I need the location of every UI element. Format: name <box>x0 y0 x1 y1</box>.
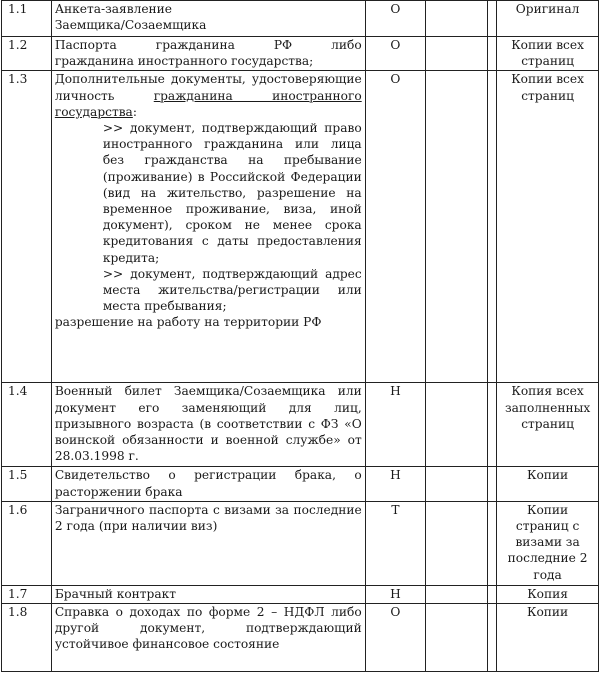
document-name: Заграничного паспорта с визами за последние 2 года (при наличии виз) <box>51 501 365 585</box>
document-name: Справка о доходах по форме 2 – НДФЛ либо другой документ, подтверждающий устойчивое финансовое состояние <box>51 604 365 672</box>
document-name: Брачный контракт <box>51 585 365 603</box>
document-name: Военный билет Заемщика/Созаемщика или документ его заменяющий для лиц, призывного возраста (в соответствии с ФЗ «О воинской обязанности и военной службе» от 28.03.1998 г. <box>51 383 365 467</box>
document-name <box>51 37 365 71</box>
requirement-mark: Н <box>365 585 425 603</box>
empty-cell <box>487 71 497 383</box>
empty-cell <box>487 1 497 37</box>
row-number: 1.4 <box>2 383 52 467</box>
row-number: 1.1 <box>2 1 52 37</box>
row-number: 1.3 <box>2 71 52 383</box>
table-row <box>2 585 599 603</box>
row-number: 1.8 <box>2 604 52 672</box>
empty-cell <box>487 467 497 501</box>
document-name-line: гражданина иностранного государства; <box>54 54 314 69</box>
document-form: Копия <box>497 585 599 603</box>
empty-cell <box>487 585 497 603</box>
empty-cell <box>426 71 488 383</box>
document-form: Оригинал <box>497 1 599 37</box>
empty-cell <box>487 383 497 467</box>
document-tail: разрешение на работу на территории РФ <box>54 315 322 330</box>
document-name-line: Паспорта гражданина РФ либо <box>54 38 362 52</box>
requirement-mark: О <box>365 71 425 383</box>
document-name <box>51 1 365 37</box>
empty-cell <box>487 604 497 672</box>
row-number: 1.2 <box>2 37 52 71</box>
row-number: 1.7 <box>2 585 52 603</box>
intro-underlined-text: гражданина иностранного государства <box>54 88 362 119</box>
empty-cell <box>426 383 488 467</box>
empty-cell <box>426 585 488 603</box>
table-row <box>2 383 599 467</box>
sub-item: >> документ, подтверждающий право иностранного гражданина или лица без гражданства на пребывание (проживание) в Российской Федерации (вид на жительство, разрешение на временное проживание, виза, иной документ), сроком не менее срока кредитования с даты предоставления кредита; <box>102 121 362 265</box>
table-row <box>2 501 599 585</box>
table-row <box>2 1 599 37</box>
document-name <box>51 71 365 383</box>
empty-cell <box>426 1 488 37</box>
table-row <box>2 71 599 383</box>
documents-table <box>1 0 599 672</box>
document-form: Копии <box>497 467 599 501</box>
empty-cell <box>487 37 497 71</box>
empty-cell <box>426 467 488 501</box>
requirement-mark: Н <box>365 467 425 501</box>
table-row <box>2 467 599 501</box>
requirement-mark: О <box>365 1 425 37</box>
row-number: 1.6 <box>2 501 52 585</box>
empty-cell <box>426 604 488 672</box>
document-form: Копия всех заполненных страниц <box>497 383 599 467</box>
empty-cell <box>487 501 497 585</box>
document-form: Копии всех страниц <box>497 37 599 71</box>
requirement-mark: О <box>365 37 425 71</box>
row-number: 1.5 <box>2 467 52 501</box>
document-name-line: Заемщика/Созаемщика <box>54 18 207 33</box>
requirement-mark: О <box>365 604 425 672</box>
requirement-mark: Т <box>365 501 425 585</box>
document-form: Копии <box>497 604 599 672</box>
document-name-line: Анкета-заявление <box>54 2 173 16</box>
intro-colon: : <box>132 104 137 119</box>
requirement-mark: Н <box>365 383 425 467</box>
sub-item: >> документ, подтверждающий адрес места жительства/регистрации или места пребывания; <box>102 266 362 314</box>
table-row <box>2 37 599 71</box>
empty-cell <box>426 37 488 71</box>
document-form: Копии всех страниц <box>497 71 599 383</box>
intro-text: Дополнительные документы, удостоверяющие личность <box>54 72 362 103</box>
document-form: Копии страниц с визами за последние 2 года <box>497 501 599 585</box>
document-name: Свидетельство о регистрации брака, о расторжении брака <box>51 467 365 501</box>
empty-cell <box>426 501 488 585</box>
document-intro <box>55 71 362 120</box>
table-row <box>2 604 599 672</box>
